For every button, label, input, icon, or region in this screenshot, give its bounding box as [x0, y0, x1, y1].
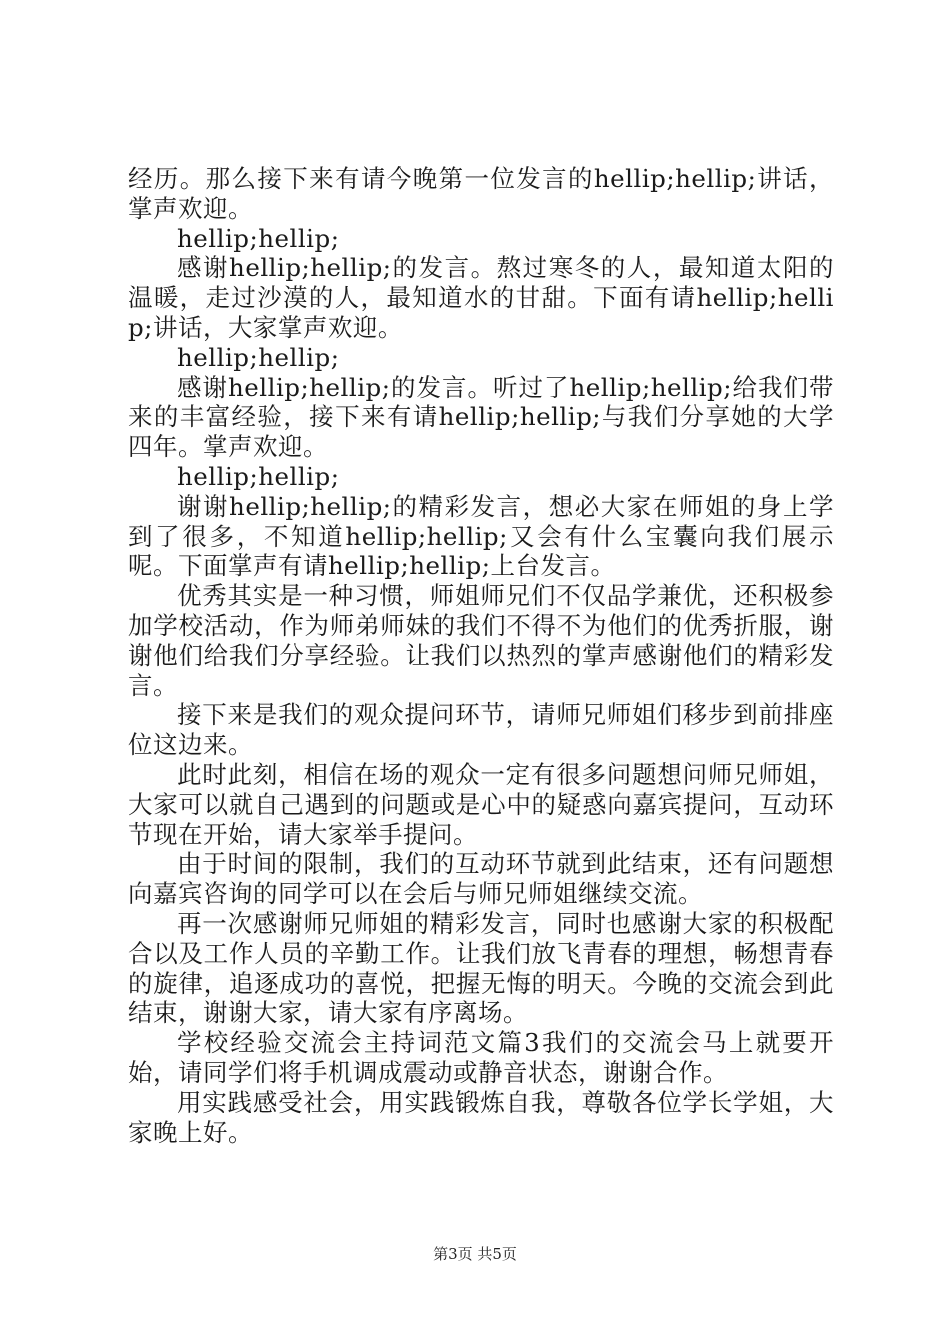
paragraph-11: 由于时间的限制，我们的互动环节就到此结束，还有问题想向嘉宾咨询的同学可以在会后与师兄师姐继续交流。 [128, 849, 834, 909]
paragraph-5: 感谢hellip;hellip;的发言。听过了hellip;hellip;给我们带来的丰富经验，接下来有请hellip;hellip;与我们分享她的大学四年。掌声欢迎。 [128, 372, 834, 462]
paragraph-6: hellip;hellip; [177, 461, 340, 491]
paragraph-2: hellip;hellip; [177, 223, 340, 253]
paragraph-3: 感谢hellip;hellip;的发言。熬过寒冬的人，最知道太阳的温暖，走过沙漠的人，最知道水的甘甜。下面有请hellip;hellip;讲话，大家掌声欢迎。 [128, 253, 834, 342]
paragraph-7: 谢谢hellip;hellip;的精彩发言，想必大家在师姐的身上学到了很多，不知道hellip;hellip;又会有什么宝囊向我们展示呢。下面掌声有请hellip;hellip;上台发言。 [128, 491, 834, 581]
paragraph-13: 学校经验交流会主持词范文篇3我们的交流会马上就要开始，请同学们将手机调成震动或静音状态，谢谢合作。 [128, 1028, 834, 1087]
paragraph-14: 用实践感受社会，用实践锻炼自我，尊敬各位学长学姐，大家晚上好。 [128, 1087, 834, 1147]
paragraph-10: 此时此刻，相信在场的观众一定有很多问题想问师兄师姐，大家可以就自己遇到的问题或是心中的疑惑向嘉宾提问，互动环节现在开始，请大家举手提问。 [128, 759, 834, 849]
paragraph-12: 再一次感谢师兄师姐的精彩发言，同时也感谢大家的积极配合以及工作人员的辛勤工作。让我们放飞青春的理想，畅想青春的旋律，追逐成功的喜悦，把握无悔的明天。今晚的交流会到此结束，谢谢大家，请大家有序离场。 [128, 908, 834, 1028]
paragraph-8: 优秀其实是一种习惯，师姐师兄们不仅品学兼优，还积极参加学校活动，作为师弟师妹的我们不得不为他们的优秀折服，谢谢他们给我们分享经验。让我们以热烈的掌声感谢他们的精彩发言。 [128, 581, 834, 700]
page-number-label: 第3页 共5页 [433, 1245, 517, 1263]
body-text [128, 164, 834, 1147]
paragraph-9: 接下来是我们的观众提问环节，请师兄师姐们移步到前排座位这边来。 [128, 700, 834, 760]
paragraph-1: 经历。那么接下来有请今晚第一位发言的hellip;hellip;讲话，掌声欢迎。 [128, 164, 834, 223]
page-footer [0, 1244, 950, 1264]
paragraph-4: hellip;hellip; [177, 342, 340, 372]
